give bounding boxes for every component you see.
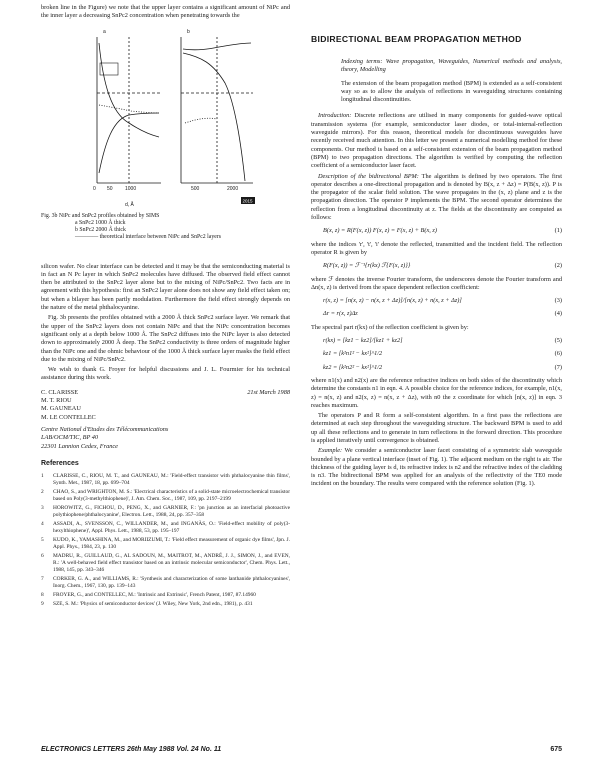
reference-item	[41, 473, 290, 487]
reference-text: CORKER, G. A., and WILLIAMS, R.: 'Synthesis and characterization of some lanthanide phthalocyanines', Inorg. Chem., 1967, 130, pp. 139–143	[53, 576, 290, 590]
caption-line: a SnPc2 1000 Å thick	[75, 219, 126, 226]
reference-text: ASSADI, A., SVENSSON, C., WILLANDER, M., and INGANÄS, O.: 'Field-effect mobility of poly(3-hexylthiophene)', Appl. Phys. Lett., 1988, 53, pp. 195–197	[53, 521, 290, 535]
equation-number: (4)	[554, 310, 562, 318]
equation-body: Δr = r(x, z)Δz	[323, 310, 358, 318]
body-paragraph: Fig. 3b presents the profiles obtained with a 2000 Å thick SnPc2 surface layer. We remark that the upper of the SnPc2 layers does not contain NiPc and that the NiPc concentration becomes significant only at a depth below 1000 Å. The SnPc2 diffuses into the NiPc layer is also detected down to approximately 2000 Å deep. The SnPc2 conductivity is three orders of magnitude higher than the NiPc one and the ohmic behaviour of the 1000 Å thick surface layer masks the field effect due to the mixing of NiPc/SnPc2.	[41, 314, 290, 363]
reference-text: FROYER, G., and CONTELLEC, M.: 'Intrinsic and Extrinsic', French Patent, 1987, 87.14960	[53, 592, 256, 599]
equation-number: (3)	[554, 297, 562, 305]
description-text: The algorithm is defined by two operators. The first operator describes a one-directional propagation and is denoted by B(x, z + Δz) = P(B(x, z)). P is the propagator of the scalar field solution. The wave propagates in the (x, z) plane and z is the propagation direction. The operator P implements the BPM. The second operator determines the reflection from a longitudinal discontinuity at z. The fields at the discontinuity are computed as follows:	[311, 172, 563, 222]
reference-number: 8	[41, 592, 44, 599]
equation-2	[311, 262, 562, 270]
reference-item	[41, 537, 290, 551]
equation-body: B(x, z) = R(F(x, z)) F(x, z) = F(x, z) + B(x, z)	[323, 227, 437, 235]
article-title: BIDIRECTIONAL BEAM PROPAGATION METHOD	[311, 34, 522, 44]
reference-text: KUDO, K., YAMASHINA, M., and MORIIZUMI, T.: 'Field effect measurement of organic dye films', Jpn. J. Appl. Phys., 1984, 23, p. 130	[53, 537, 290, 551]
panel-b-label: b	[187, 28, 190, 35]
tick-e: 2000	[227, 185, 239, 192]
reference-number: 7	[41, 576, 44, 583]
equation-number: (2)	[554, 262, 562, 270]
equation-body: kz1 = [k²n1² − kx²]^1/2	[323, 350, 383, 358]
body-paragraph: The spectral part r(kx) of the reflection coefficient is given by:	[311, 323, 469, 331]
reference-text: HOROWITZ, G., FICHOU, D., PENG, X., and GARNIER, F.: 'pn junction as an interfacial photoactive polythiophene/phthalocyanine', Electron. Lett., 1988, 24, pp. 357–358	[53, 505, 290, 519]
reference-text: CHAO, S., and WRIGHTON, M. S.: 'Electrical characteristics of a solid-state microelectrochemical transistor based on Poly(3-methylthiophene)', J. Am. Chem. Soc., 1987, 109, pp. 2197–2199	[53, 489, 290, 503]
received-date: 21st March 1988	[247, 388, 290, 396]
left-column	[41, 4, 290, 610]
reference-number: 1	[41, 473, 44, 480]
sims-profile-figure	[41, 23, 290, 259]
equation-number: (5)	[554, 337, 562, 345]
equation-body: R(F(x, z)) = ℱ⁻¹{r(kx) ℱ{F(x, z)}}	[323, 262, 411, 270]
equation-1	[311, 227, 562, 235]
acknowledgment: We wish to thank G. Froyer for helpful discussions and J. L. Fourmier for his technical assistance during this work.	[41, 366, 290, 382]
equation-4	[311, 310, 562, 318]
author-name: C. CLARISSE	[41, 388, 79, 396]
tick-c: 1000	[125, 185, 137, 192]
reference-item	[41, 521, 290, 535]
reference-list	[41, 473, 290, 608]
panel-b	[181, 37, 253, 183]
page-number: 675	[550, 746, 562, 753]
reference-item	[41, 601, 290, 608]
abstract: The extension of the beam propagation method (BPM) is extended as a self-consistent way so as to allow the analysis of reflections in waveguiding structures containing longitudinal discontinuities.	[341, 79, 562, 104]
equation-number: (6)	[554, 350, 562, 358]
tick-a: 0	[93, 185, 96, 192]
panel-a-label: a	[103, 28, 106, 35]
author-name: M. T. RIOU	[41, 397, 72, 405]
body-paragraph: where ℱ denotes the inverse Fourier transform, the underscores denote the Fourier transform and Δn(x, z) is derived from the space dependent reflection coefficient:	[311, 275, 562, 291]
equation-6	[311, 350, 562, 358]
body-paragraph: silicon wafer. No clear interface can be detected and it may be that the semiconducting material is in fact an N Pc layer in which SnPc2 molecules have diffused. The observed field effect cannot then be attributed to the SnPc2 layer alone but to the mixing of NiPc/SnPc2. Two facts are in agreement with this hypothesis: first an SnPc2 layer alone does not show any field effect taken on; but when a bilayer has been partly modulation. Furthermore the field effect strongly depends on the nature of the metal phthalocyanine.	[41, 262, 290, 312]
reference-text: CLARISSE, C., RIOU, M. T., and GAUNEAU, M.: 'Field-effect transistor with phthalocyanine thin films', Synth. Met., 1987, 18, pp. 699–704	[53, 473, 290, 487]
reference-number: 9	[41, 601, 44, 608]
reference-number: 4	[41, 521, 44, 528]
body-paragraph: where the indices 'r', 't', 'i' denote the reflected, transmitted and the incident field. The reflection operator R is given by	[311, 240, 562, 256]
affiliation-line: 22301 Lannion Cedex, France	[41, 442, 118, 450]
equation-body: r(kx) = [kz1 − kz2]/[kz1 + kz2]	[323, 337, 403, 345]
equation-body: r(x, z) = [n(x, z) − n(x, z + Δz)]/[n(x, z) + n(x, z + Δz)]	[323, 297, 462, 305]
reference-text: SZE, S. M.: 'Physics of semiconductor devices' (J. Wiley, New York, 2nd edn., 1981), p. 431	[53, 601, 253, 608]
reference-item	[41, 592, 290, 599]
reference-item	[41, 505, 290, 519]
equation-number: (1)	[554, 227, 562, 235]
reference-number: 3	[41, 505, 44, 512]
introduction-text: Discrete reflections are utilised in many components for guided-wave optical transmission systems (for example, semiconductor laser diodes, or total-internal-reflection waveguide mirrors). For this reason, theoretical models for discontinuous waveguides have recently received much attention. In this letter we present a numerical modelling method for these components. Our method is based on a self-consistent extension of the beam propagation method (BPM) to two propagation directions. The algorithm is verified by computing the reflection coefficient of a semiconductor laser facet.	[311, 112, 563, 170]
x-axis-units: d, Å	[125, 201, 134, 208]
example-label: Example:	[318, 447, 343, 455]
affiliation	[41, 426, 290, 451]
introduction-label: Introduction:	[318, 112, 352, 120]
author-name: M. GAUNEAU	[41, 405, 81, 413]
author-block	[41, 389, 290, 451]
tick-b: 50	[107, 185, 113, 192]
page-footer	[41, 746, 562, 753]
body-paragraph: where n1(x) and n2(x) are the reference refractive indices on both sides of the discontinuity which determine the constants n1 in eqn. 4. A possible choice for the reference indices, for example, n1(x, z) = n(x, z) and n2(x, z) = n(x, z + Δz), with n0 the z coordinate for which [n(x, z)] in eqn. 3 reaches maximum.	[311, 376, 562, 409]
example-text: We consider a semiconductor laser facet consisting of a symmetric slab waveguide bounded by a plane vertical interface (inset of Fig. 1). The adjacent medium on the right is air. The thickness of the guiding layer is d, its refractive index is n2 and the refractive index of the cladding is n3. The bidirectional BPM was applied for an analysis of the reflectivity of the TE0 mode incident on the boundary. The results were compared with the reference solution (Fig. 1).	[311, 447, 562, 488]
reference-number: 6	[41, 553, 44, 560]
reference-item	[41, 489, 290, 503]
reference-text: MADRU, R., GUILLAUD, G., AL SADOUN, M., MAITROT, M., ANDRÉ, J. J., SIMON, J., and EVEN, R.: 'A well-behaved field effect transistor based on an intrinsic molecular semiconductor', Chem. Phys. Lett., 1988, 145, pp. 343–346	[53, 553, 290, 574]
journal-citation: ELECTRONICS LETTERS 26th May 1988 Vol. 24 No. 11	[41, 746, 222, 753]
introduction-paragraph	[311, 112, 562, 170]
example-paragraph	[311, 447, 562, 488]
panel-a	[97, 37, 161, 183]
reference-number: 5	[41, 537, 44, 544]
figure-tag: 2015	[242, 198, 253, 204]
equation-number: (7)	[554, 363, 562, 371]
caption-line: b SnPc2 2000 Å thick	[75, 227, 126, 233]
caption-line: ———— theoretical interface between NiPc and SnPc2 layers	[75, 234, 222, 241]
indexing-terms: Indexing terms: Wave propagation, Waveguides, Numerical methods and analysis, theory, Modelling	[341, 58, 562, 74]
description-paragraph	[311, 173, 562, 223]
tick-d: 500	[191, 185, 200, 192]
body-paragraph: The operators P and R form a self-consistent algorithm. In a first pass the reflections are determined at each step throughout the waveguiding structure. The backward BPM is used to add up all these reflections and to generate in turn reflections in the forward direction. This procedure is applied iteratively until convergence is obtained.	[311, 412, 562, 444]
equation-3	[311, 297, 562, 305]
equation-body: kz2 = [k²n2² − kx²]^1/2	[323, 363, 383, 371]
reference-number: 2	[41, 489, 44, 496]
references-heading: References	[41, 459, 79, 467]
equation-7	[311, 364, 562, 372]
affiliation-line: Centre National d'Etudes des Télécommunications	[41, 425, 169, 433]
reference-item	[41, 553, 290, 574]
continued-paragraph: broken line in the Figure) we note that the upper layer contains a significant amount of NiPc and the inner layer a decreasing SnPc2 concentration when penetrating towards the	[41, 4, 290, 20]
affiliation-line: LAB/OCM/TIC, BP 40	[41, 434, 99, 442]
caption-title: Fig. 3b NiPc and SnPc2 profiles obtained by SIMS	[41, 212, 160, 219]
right-column	[311, 4, 562, 491]
figure-caption	[41, 213, 290, 242]
equation-5	[311, 337, 562, 345]
author-name: M. LE CONTELLEC	[41, 413, 96, 421]
description-label: Description of the bidirectional BPM:	[318, 172, 419, 180]
sims-profile-plot	[41, 23, 290, 213]
reference-item	[41, 576, 290, 590]
